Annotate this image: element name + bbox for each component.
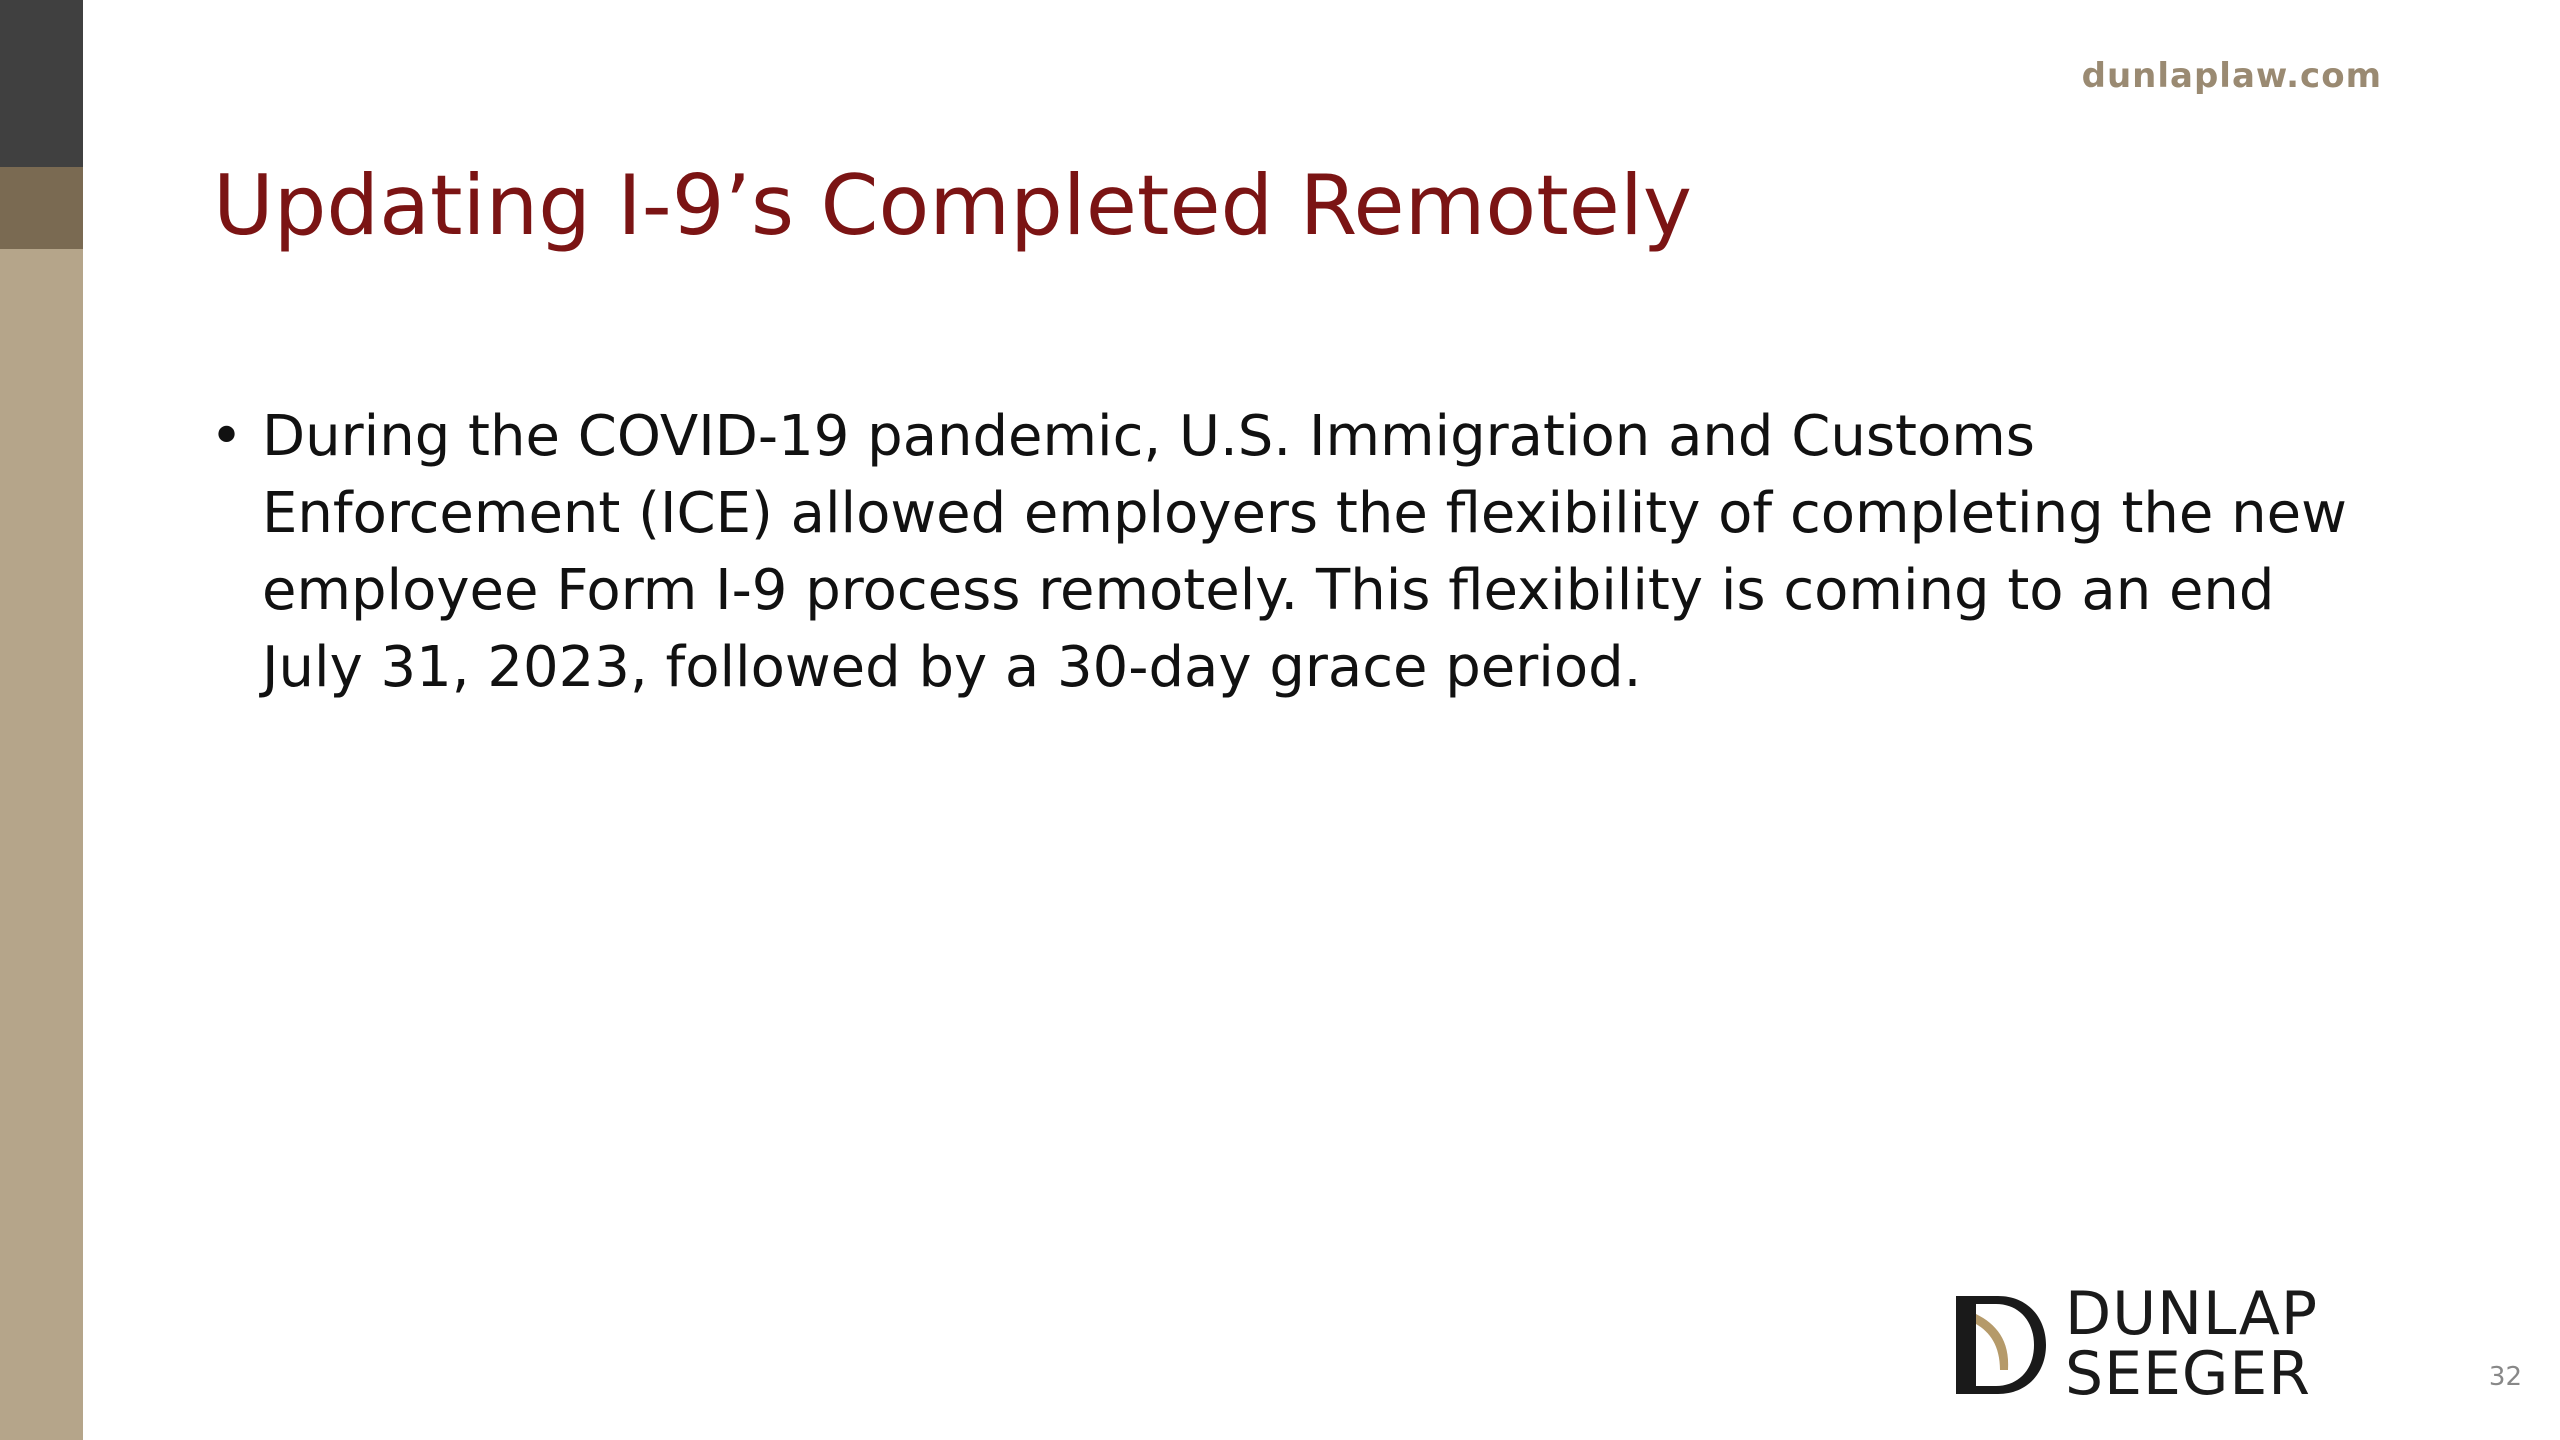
accent-bar-dark: [0, 0, 83, 167]
bullet-marker: •: [210, 404, 244, 469]
accent-bar-tan: [0, 249, 83, 1440]
page-number: 32: [2488, 1362, 2522, 1392]
logo-line-1: DUNLAP: [2065, 1279, 2319, 1349]
logo-line-2: SEEGER: [2065, 1339, 2311, 1409]
dunlap-seeger-d-mark-icon: [1950, 1290, 2050, 1400]
bullet-text: During the COVID-19 pandemic, U.S. Immigration and Customs Enforcement (ICE) allowed employers the flexibility of completing the new employee Form I-9 process remotely. This flexibility is coming to an end July 31, 2023, followed by a 30-day grace period.: [262, 404, 2347, 700]
bullet-list: [210, 398, 2390, 706]
logo-wordmark: [2065, 1279, 2319, 1409]
website-url: dunlaplaw.com: [2081, 56, 2382, 96]
slide-title: Updating I-9’s Completed Remotely: [213, 157, 1693, 254]
accent-bar-brown: [0, 167, 83, 249]
bullet-item: [210, 398, 2390, 706]
dunlap-seeger-logo: [1950, 1279, 2390, 1409]
